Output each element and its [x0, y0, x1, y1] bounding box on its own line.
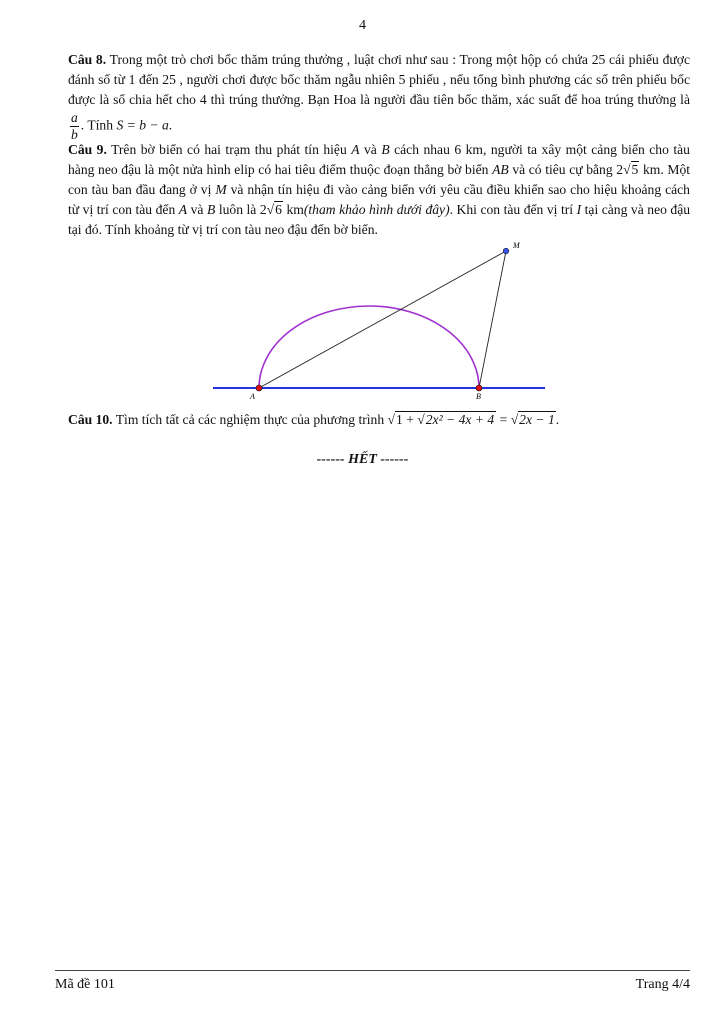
point-a — [256, 385, 262, 391]
question-9-text-4: và có tiêu cự bằng — [512, 161, 613, 177]
distance-diff-unit: km — [286, 201, 304, 217]
point-b-ref-2: B — [207, 201, 216, 217]
point-m-ref: M — [215, 181, 227, 197]
focal-length-coef: 2 — [616, 161, 624, 177]
line-b-to-m — [479, 251, 506, 388]
question-8-end: . — [168, 117, 173, 133]
point-i-ref: I — [576, 201, 582, 217]
line-a-to-m — [259, 251, 506, 388]
point-b-ref: B — [381, 142, 390, 157]
question-9-text-5: km. Một con tàu ban đầu đang ở vị — [68, 161, 691, 197]
question-10: Câu 10. Tìm tích tất cả các nghiệm thực của phương trình √1 + √2x² − 4x + 4 = √2x − 1. — [68, 412, 560, 427]
segment-ab-ref: AB — [492, 161, 509, 177]
point-b — [476, 385, 482, 391]
point-a-ref-2: A — [178, 201, 188, 217]
question-9: Câu 9. Trên bờ biển có hai trạm thu phát tín hiệu A và B cách nhau 6 km, người ta xây một cảng biển cho tàu hàng neo đậu là một nửa hình elip có hai tiêu điểm thuộc đoạn thẳng bờ biển AB và có tiêu cự bằng 2√5 km. Một con tàu ban đầu đang ở vị M và nhận tín hiệu đi vào cảng biển với yêu cầu điều khiển sao cho hiệu khoảng cách từ vị trí con tàu đến A và B luôn là 2√6 km(tham khảo hình dưới đây). Khi con tàu đến vị trí I tại càng và neo đậu tại đó. Tính khoảng từ vị trí con tàu neo đậu đến bờ biển. — [68, 142, 691, 237]
label-b: B — [476, 392, 481, 400]
page-counter: Trang 4/4 — [635, 977, 690, 992]
distance-value: 6 km — [454, 142, 483, 157]
equation-lhs-outer: 1 + — [396, 412, 414, 427]
distance-diff-coef: 2 — [259, 201, 267, 217]
fraction-denominator: b — [71, 126, 78, 142]
equation-lhs-inner: 2x² − 4x + 4 — [425, 412, 495, 427]
question-9-text-9: . Khi con tàu đến vị trí — [449, 201, 574, 217]
point-a-ref: A — [351, 142, 360, 157]
harbor-ellipse-figure — [205, 240, 555, 400]
question-9-text-1: Trên bờ biển có hai trạm thu phát tín hiệu — [111, 142, 347, 157]
question-8-formula: S = b − a — [116, 117, 169, 133]
question-8-text-2: . Tính — [80, 117, 114, 133]
equation-lhs: 1 + √2x² − 4x + 4 — [396, 412, 495, 427]
footer-divider — [55, 970, 690, 971]
fraction-a-over-b — [70, 110, 79, 142]
end-mark: ------ HẾT ------ — [316, 452, 409, 467]
equation-end: . — [555, 412, 560, 427]
question-9-text-7: luôn là — [218, 201, 257, 217]
label-m: M — [513, 241, 520, 250]
question-10-text: Tìm tích tất cả các nghiệm thực của phương trình — [115, 412, 385, 427]
question-9-label: Câu 9. — [68, 142, 107, 157]
figure-reference: (tham khảo hình dưới đây) — [303, 201, 450, 217]
question-8-text: Trong một trò chơi bốc thăm trúng thưởng , luật chơi như sau : Trong một hộp có chứa 25 cái phiếu được đánh số từ 1 đến 25 , người chơi được bốc thăm ngẫu nhiên 5 phiếu , nếu tổng bình phương các số trên phiếu bốc được là số chia hết cho 4 thì trúng thưởng. Bạn Hoa là người đầu tiên bốc thăm, xác suất để hoa trúng thưởng là — [68, 52, 691, 107]
label-a: A — [250, 392, 255, 400]
fraction-numerator: a — [71, 109, 78, 125]
focal-length-radicand: 5 — [631, 161, 639, 177]
question-8-label: Câu 8. — [68, 52, 107, 67]
conj-and-2: và — [190, 201, 204, 217]
question-10-label: Câu 10. — [68, 412, 113, 427]
exam-code: Mã đề 101 — [55, 977, 115, 992]
semi-ellipse-harbor — [259, 306, 479, 388]
equation-rhs: 2x − 1 — [519, 412, 555, 427]
question-9-text-3: , người ta xây một cảng biển cho tàu hàng neo đậu là một nửa hình elip có hai tiêu điểm thuộc đoạn thẳng bờ biển — [68, 142, 690, 177]
page-number: 4 — [359, 18, 366, 33]
distance-diff-radicand: 6 — [275, 201, 282, 217]
question-9-text-2: cách nhau — [394, 142, 450, 157]
question-9-text-10: tại càng và neo đậu tại đó. Tính khoảng từ vị trí con tàu neo đậu đến bờ biển. — [68, 201, 691, 237]
point-m — [503, 248, 509, 254]
conj-and: và — [364, 142, 377, 157]
equation-equals: = — [499, 412, 508, 427]
question-8 — [68, 50, 690, 142]
question-9-text-6: và nhận tín hiệu đi vào cảng biển với yêu cầu điều khiển sao cho hiệu khoảng cách từ vị trí con tàu đến — [68, 181, 690, 217]
